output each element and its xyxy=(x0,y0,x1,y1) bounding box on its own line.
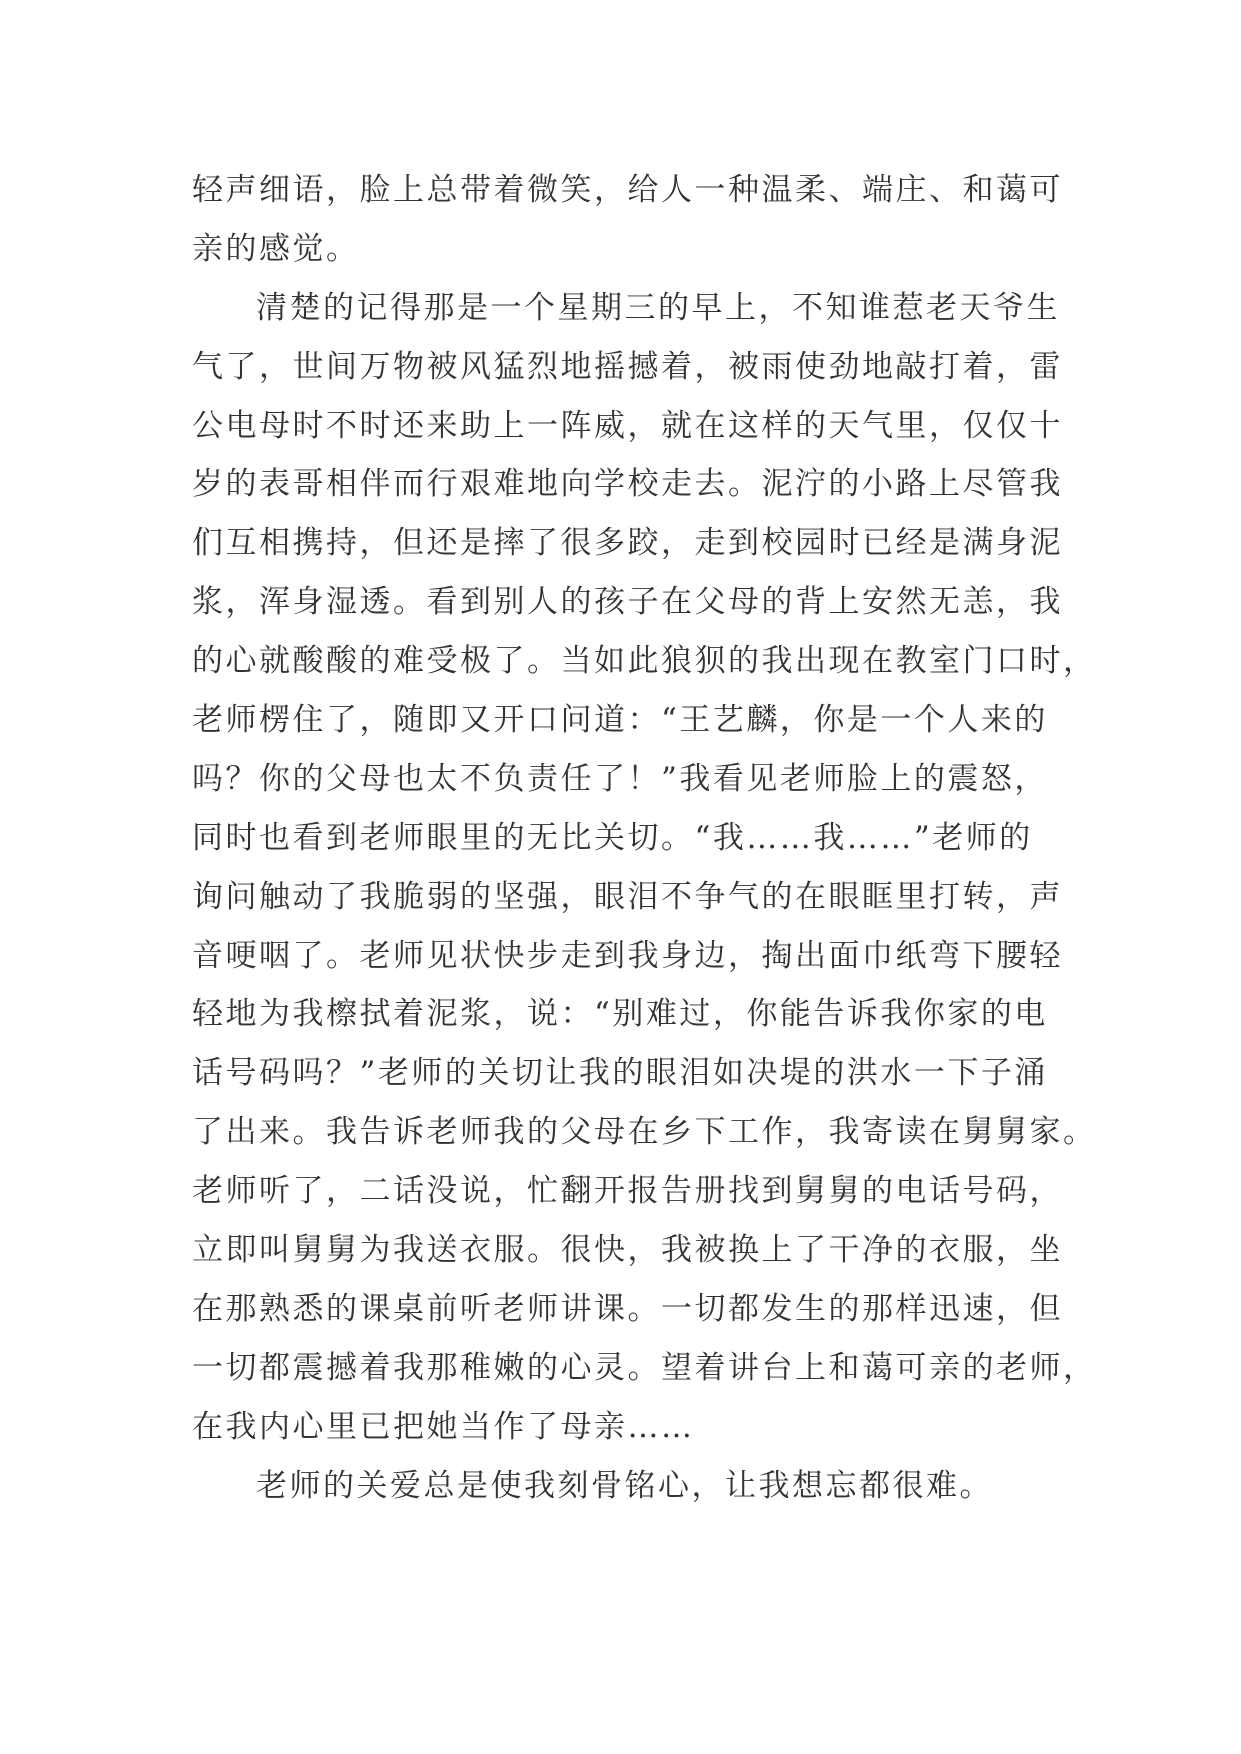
document-body xyxy=(192,161,1097,1515)
text-line: 老师听了，二话没说，忙翻开报告册找到舅舅的电话号码， xyxy=(192,1173,1063,1210)
text-line: 气了，世间万物被风猛烈地摇撼着，被雨使劲地敲打着，雷 xyxy=(192,348,1063,385)
text-line: 询问触动了我脆弱的坚强，眼泪不争气的在眼眶里打转，声 xyxy=(192,878,1063,915)
paragraph-3 xyxy=(192,1457,1072,1516)
text-line: 了出来。我告诉老师我的父母在乡下工作，我寄读在舅舅家。 xyxy=(192,1114,1097,1151)
text-line: 老师的关爱总是使我刻骨铭心，让我想忘都很难。 xyxy=(256,1467,993,1504)
paragraph-2 xyxy=(192,279,1097,1457)
text-line: 轻声细语，脸上总带着微笑，给人一种温柔、端庄、和蔼可 xyxy=(192,172,1063,208)
text-line: 一切都震撼着我那稚嫩的心灵。望着讲台上和蔼可亲的老师， xyxy=(192,1349,1097,1386)
text-line: 轻地为我檫拭着泥浆，说：“别难过，你能告诉我你家的电 xyxy=(192,996,1048,1033)
text-line: 在那熟悉的课桌前听老师讲课。一切都发生的那样迅速，但 xyxy=(192,1290,1063,1327)
text-line: 的心就酸酸的难受极了。当如此狼狈的我出现在教室门口时， xyxy=(192,643,1097,680)
text-line: 们互相携持，但还是摔了很多跤，走到校园时已经是满身泥 xyxy=(192,525,1063,562)
text-line: 话号码吗？”老师的关切让我的眼泪如决堤的洪水一下子涌 xyxy=(192,1055,1048,1092)
text-line: 岁的表哥相伴而行艰难地向学校走去。泥泞的小路上尽管我 xyxy=(192,466,1063,503)
text-line: 浆，浑身湿透。看到别人的孩子在父母的背上安然无恙，我 xyxy=(192,584,1063,621)
text-line: 老师楞住了，随即又开口问道：“王艺麟，你是一个人来的 xyxy=(192,702,1048,739)
text-line: 清楚的记得那是一个星期三的早上，不知谁惹老天爷生 xyxy=(256,289,1060,326)
text-line: 吗？你的父母也太不负责任了！”我看见老师脸上的震怒， xyxy=(192,760,1048,797)
text-line: 公电母时不时还来助上一阵威，就在这样的天气里，仅仅十 xyxy=(192,407,1063,444)
text-line: 立即叫舅舅为我送衣服。很快，我被换上了干净的衣服，坐 xyxy=(192,1232,1063,1269)
text-line: 亲的感觉。 xyxy=(192,230,360,267)
text-line: 同时也看到老师眼里的无比关切。“我……我……”老师的 xyxy=(192,819,1033,856)
text-line: 在我内心里已把她当作了母亲…… xyxy=(192,1408,695,1445)
text-line: 音哽咽了。老师见状快步走到我身边，掏出面巾纸弯下腰轻 xyxy=(192,937,1063,974)
paragraph-1 xyxy=(192,161,1072,279)
